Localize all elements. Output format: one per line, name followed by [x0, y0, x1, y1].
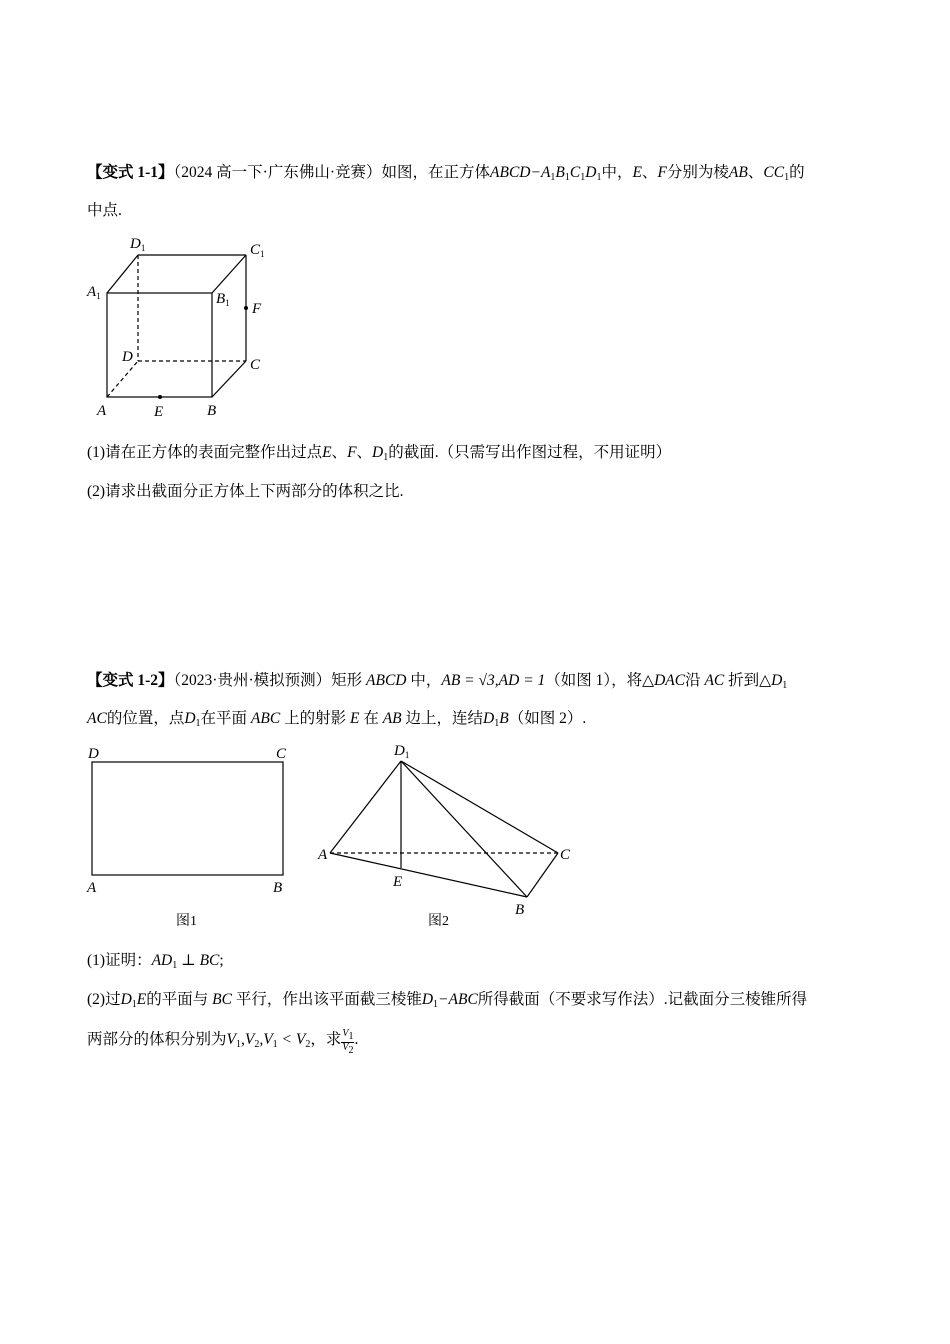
svg-text:E: E: [154, 404, 164, 420]
p2-question-2: (2)过$D_1E$的平面与 BC 平行，作出该平面截三棱锥$D_1-ABC$所得截面（不要求写作法）.记截面分三棱锥所得: [87, 991, 808, 1010]
p2-stem: 【变式 1-2】（2023·贵州·模拟预测）矩形 ABCD 中，AB = √3,AD = 1（如图 1），将△DAC沿 AC 折到$\triangle D_1$: [87, 672, 788, 691]
svg-text:F: F: [252, 301, 262, 317]
cube-figure: [80, 228, 280, 428]
cube-front-face: [107, 293, 212, 397]
svg-text:D1: $D_1$: [130, 236, 146, 253]
svg-text:A1: $A_1$: [87, 284, 101, 301]
cube-name: $ABCD-A_1B_1C_1D_1$: [490, 164, 602, 183]
svg-text:D: D: [122, 349, 133, 365]
p1-question-2: (2)请求出截面分正方体上下两部分的体积之比.: [87, 483, 404, 500]
svg-text:B: B: [207, 403, 217, 419]
svg-text:C: C: [250, 357, 261, 373]
svg-text:B: B: [273, 880, 283, 896]
svg-text:B: B: [515, 902, 525, 918]
p1-stem-line2: 中点.: [87, 202, 122, 219]
p1-tag: 【变式 1-1】: [87, 164, 174, 181]
point-e: [158, 395, 162, 399]
figure-1-rectangle: [80, 740, 300, 900]
svg-text:A: A: [318, 847, 328, 863]
svg-text:D1: $D_1$: [394, 743, 410, 760]
figure-2-pyramid: [310, 740, 590, 920]
svg-text:A: A: [97, 403, 107, 419]
svg-text:C: C: [276, 746, 287, 762]
svg-text:C: C: [560, 847, 571, 863]
volume-ratio: $\frac{V_1}{V_2}$: [342, 1028, 354, 1056]
svg-text:E: E: [393, 874, 403, 890]
svg-text:B1: $B_1$: [216, 291, 230, 308]
p2-question-2-line2: 两部分的体积分别为$V_1,V_2,V_1 < V_2$，求 $\frac{V_1}{V_2}$ .: [87, 1028, 359, 1056]
p1-stem: 【变式 1-1】（2024 高一下·广东佛山·竞赛）如图，在正方体$ABCD-A_1B_1C_1D_1$中，E、F分别为棱AB、$CC_1$的: [87, 164, 805, 183]
point-f: [244, 306, 248, 310]
figure-1-caption: 图1: [176, 914, 197, 929]
p2-tag: 【变式 1-2】: [87, 672, 174, 689]
svg-text:D: D: [88, 746, 99, 762]
svg-text:C1: $C_1$: [250, 242, 265, 259]
figure-2-caption: 图2: [428, 914, 449, 929]
p2-stem-line2: AC的位置，点$D_1$在平面 ABC 上的射影 E 在 AB 边上，连结$D_1B$（如图 2）.: [87, 710, 587, 729]
p1-question-1: (1)请在正方体的表面完整作出过点E、F、$D_1$的截面.（只需写出作图过程，不用证明）: [87, 444, 672, 463]
p2-question-1: (1)证明：$AD_1$ ⊥ BC;: [87, 952, 224, 971]
svg-text:A: A: [87, 880, 97, 896]
